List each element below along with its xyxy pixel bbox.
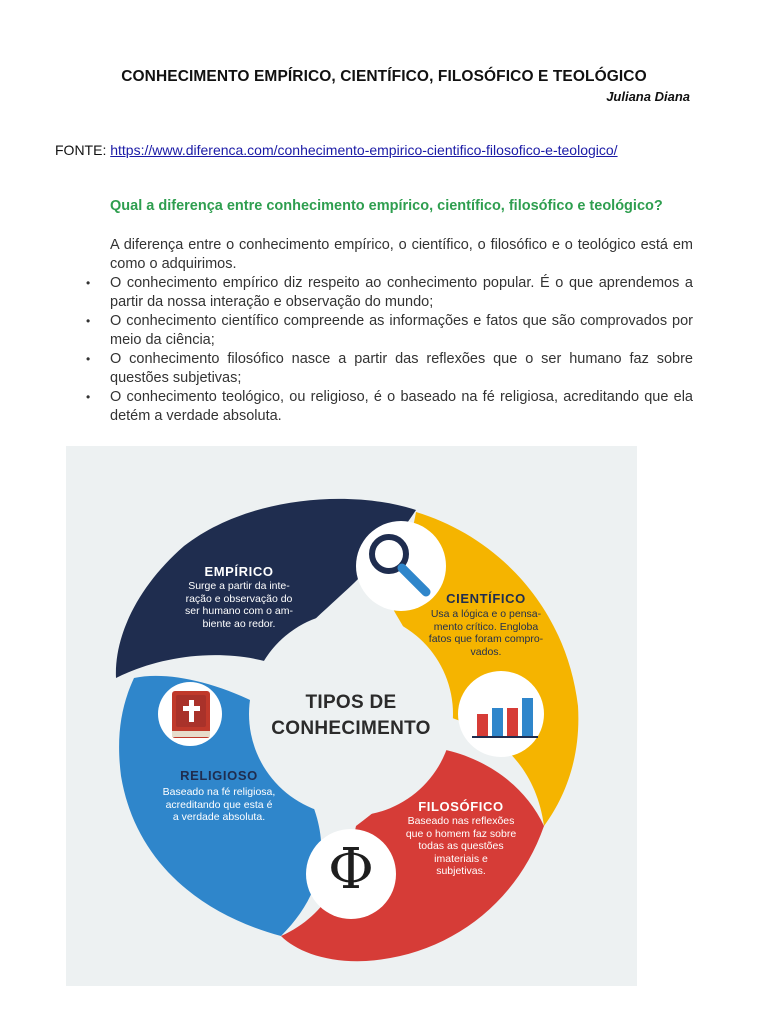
filosofico-label: FILOSÓFICO: [418, 799, 504, 814]
question-heading: Qual a diferença entre conhecimento empírico, científico, filosófico e teológico?: [110, 198, 663, 214]
filosofico-description: Baseado nas reflexões que o homem faz sobre todas as questões imateriais e subjetivas.: [405, 815, 517, 877]
document-title: CONHECIMENTO EMPÍRICO, CIENTÍFICO, FILOSÓFICO E TEOLÓGICO: [121, 68, 647, 85]
empirico-description: Surge a partir da inte- ração e observação do ser humano com o am- biente ao redor.: [185, 580, 293, 630]
list-item: • O conhecimento filosófico nasce a partir das reflexões que o ser humano faz sobre questões subjetivas;: [110, 350, 693, 388]
bible-icon: [172, 691, 210, 738]
intro-paragraph: A diferença entre o conhecimento empírico, o científico, o filosófico e o teológico está em como o adquirimos.: [110, 237, 693, 272]
religioso-label: RELIGIOSO: [180, 768, 258, 783]
list-item: • O conhecimento teológico, ou religioso, é o baseado na fé religiosa, acreditando que ela detém a verdade absoluta.: [110, 388, 693, 426]
empirico-label: EMPÍRICO: [204, 564, 274, 579]
religioso-description: Baseado na fé religiosa, acreditando que esta é a verdade absoluta.: [162, 786, 276, 823]
bullet-list: [110, 274, 693, 426]
source-line: [55, 142, 618, 158]
author-name: Juliana Diana: [606, 89, 690, 104]
source-label: FONTE:: [55, 142, 107, 158]
list-item: • O conhecimento científico compreende as informações e fatos que são comprovados por meio da ciência;: [110, 312, 693, 350]
cientifico-description: Usa a lógica e o pensa- mento crítico. Engloba fatos que foram compro- vados.: [428, 608, 544, 658]
cientifico-label: CIENTÍFICO: [446, 591, 526, 606]
center-title: TIPOS DE CONHECIMENTO: [271, 692, 431, 739]
list-item: • O conhecimento empírico diz respeito ao conhecimento popular. É o que aprendemos a partir da nossa interação e observação do mundo;: [110, 274, 693, 312]
phi-icon: Φ: [328, 837, 374, 902]
knowledge-types-infographic: [66, 446, 637, 986]
source-link[interactable]: https://www.diferenca.com/conhecimento-empirico-cientifico-filosofico-e-teologico/: [110, 142, 618, 158]
